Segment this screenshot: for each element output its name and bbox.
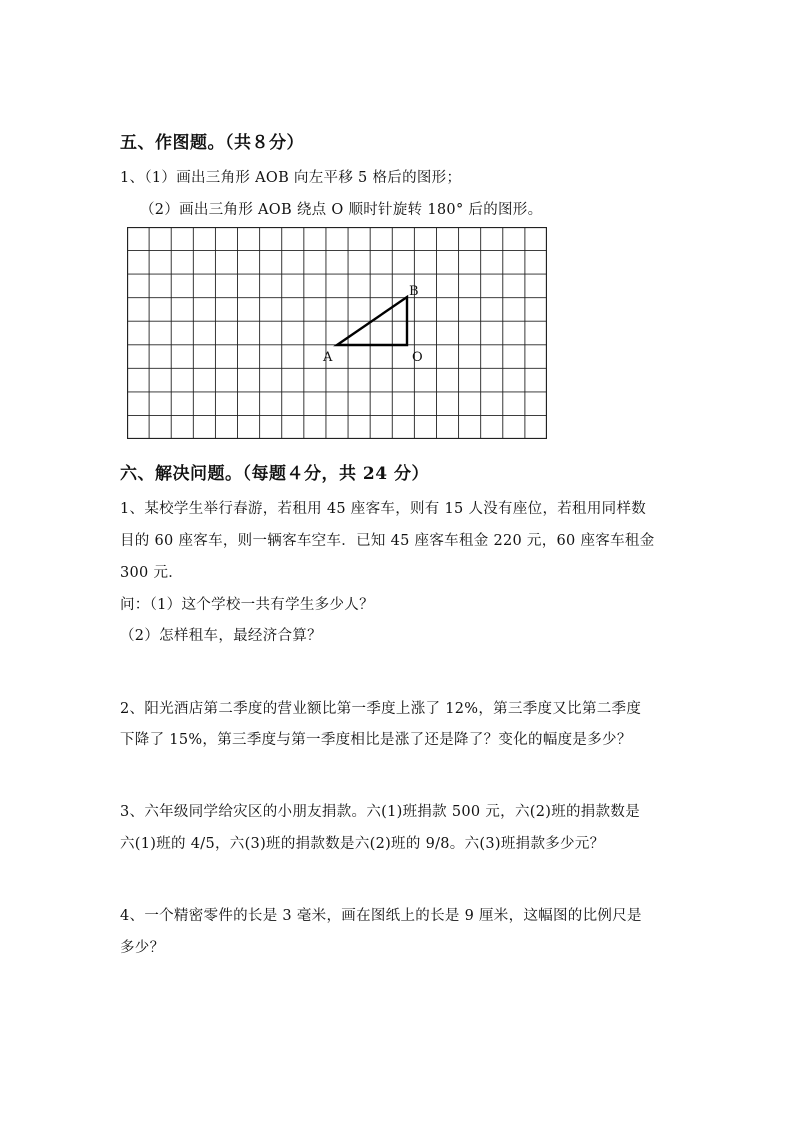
problem-4-line-2: 多少？ <box>120 940 165 956</box>
problem-1-line-5: （2）怎样租车，最经济合算？ <box>120 628 322 644</box>
grid-lines <box>127 227 547 439</box>
problem-1-line-1: 1、某校学生举行春游，若租用 45 座客车，则有 15 人没有座位，若租用同样数 <box>120 501 647 517</box>
problem-1-line-4: 问：（1）这个学校一共有学生多少人？ <box>120 597 374 613</box>
drawing-question-1-line-1: 1、（1）画出三角形 AOB 向左平移 5 格后的图形； <box>120 170 462 186</box>
problem-4-line-1: 4、一个精密零件的长是 3 毫米，画在图纸上的长是 9 厘米，这幅图的比例尺是 <box>120 908 642 924</box>
problem-3-line-2: 六(1)班的 4/5，六(3)班的捐款数是六(2)班的 9/8。六(3)班捐款多少元？ <box>120 836 605 852</box>
problem-1-line-3: 300 元． <box>120 565 184 581</box>
section-six-heading: 六、解决问题。（每题４分，共 24 分） <box>120 464 429 484</box>
problem-1-line-2: 目的 60 座客车，则一辆客车空车．已知 45 座客车租金 220 元，60 座客车租金 <box>120 533 655 549</box>
problem-2-line-2: 下降了 15%，第三季度与第一季度相比是涨了还是降了？变化的幅度是多少？ <box>120 732 632 748</box>
grid-figure <box>127 227 547 439</box>
point-label-b: B <box>409 284 419 299</box>
grid-paper <box>127 227 547 439</box>
point-label-o: O <box>412 350 423 365</box>
problem-2-line-1: 2、阳光酒店第二季度的营业额比第一季度上涨了 12%，第三季度又比第二季度 <box>120 701 642 717</box>
drawing-question-1-line-2: （2）画出三角形 AOB 绕点 O 顺时针旋转 180° 后的图形。 <box>140 202 543 218</box>
problem-3-line-1: 3、六年级同学给灾区的小朋友捐款。六(1)班捐款 500 元，六(2)班的捐款数是 <box>120 804 640 820</box>
section-five-heading: 五、作图题。（共８分） <box>120 133 304 153</box>
point-label-a: A <box>323 350 333 365</box>
